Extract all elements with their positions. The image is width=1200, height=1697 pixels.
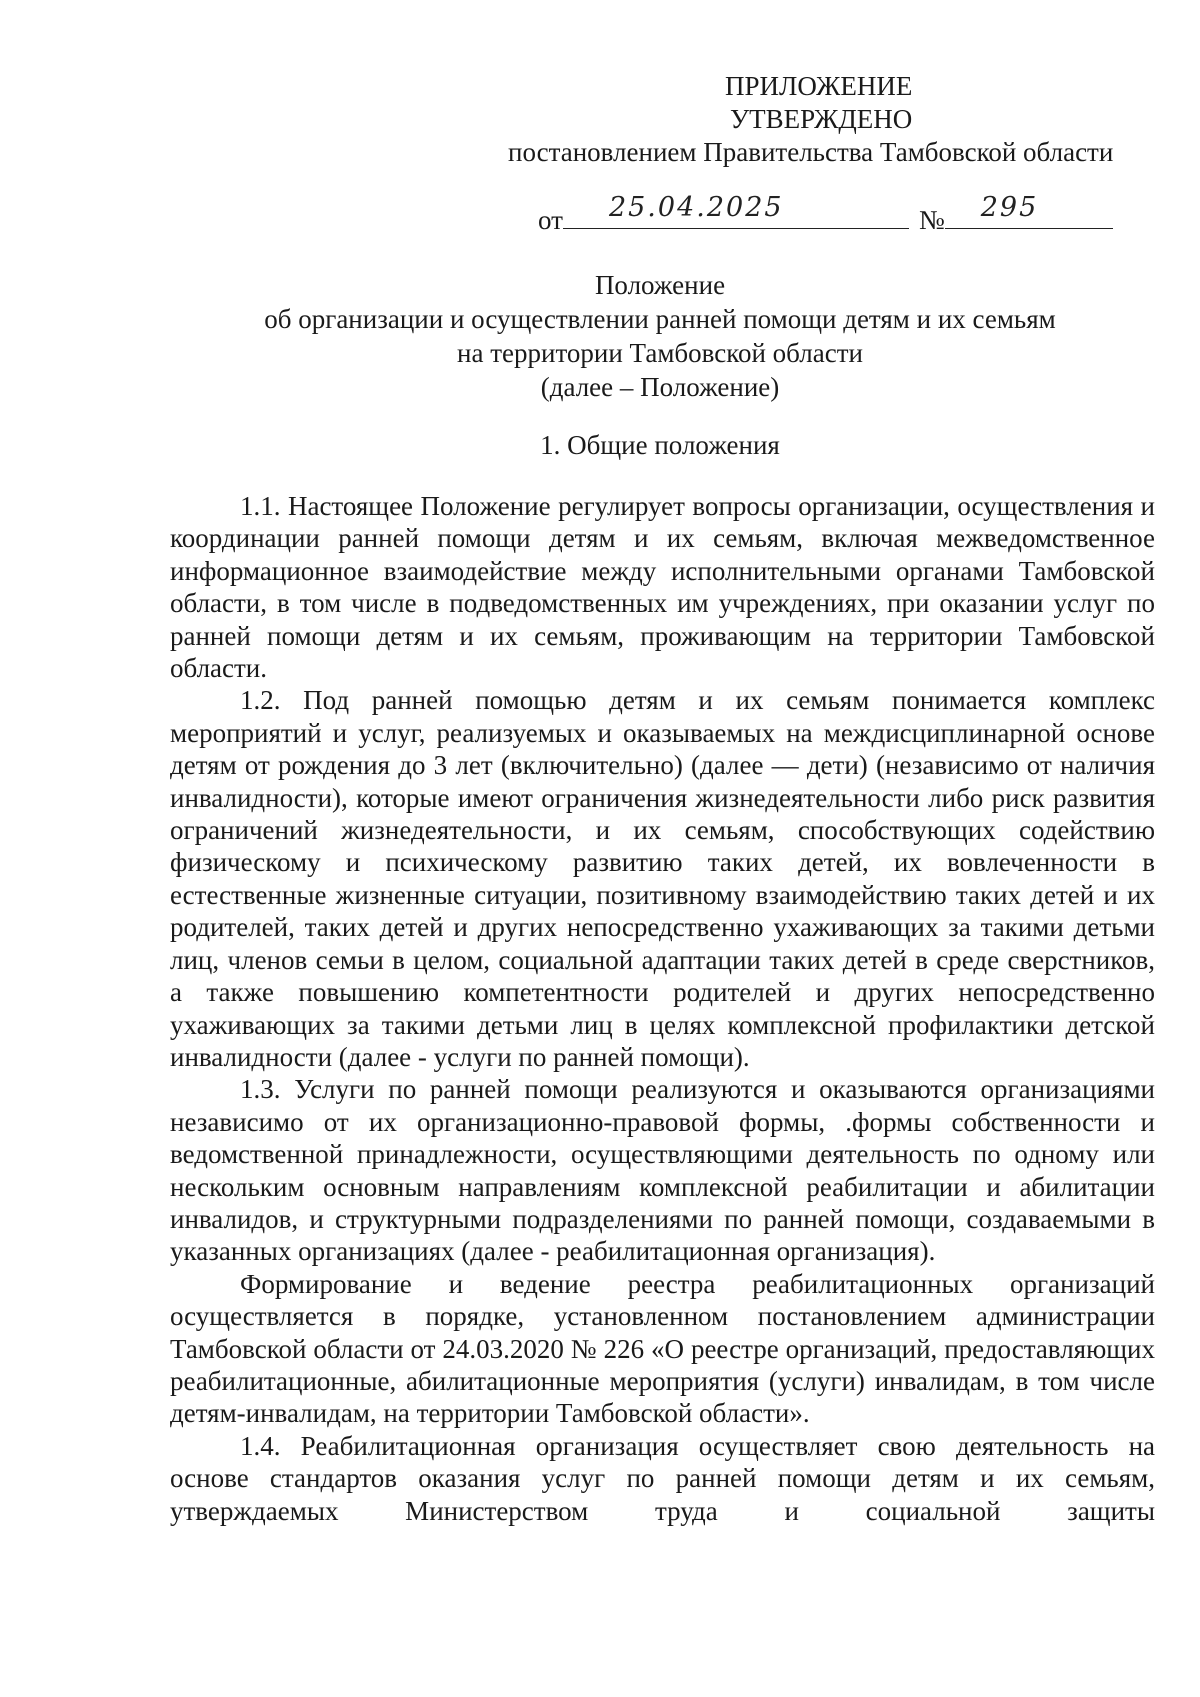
approval-header [500, 70, 1160, 169]
paragraph-1-4: 1.4. Реабилитационная организация осуществляет свою деятельность на основе стандартов оказания услуг по ранней помощи детям и их семьям, утверждаемых Министерством труда и социальной защиты [170, 1430, 1155, 1526]
title-line-1: Положение [594, 270, 726, 300]
section-body [170, 490, 1155, 1527]
title-line-3: на территории Тамбовской области [457, 338, 863, 368]
paragraph-1-1: 1.1. Настоящее Положение регулирует вопросы организации, осуществления и координации ранней помощи детям и их семьям, включая межведомственное информационное взаимодействие между исполнительными органами Тамбовской области, в том числе в подведомственных им учреждениях, при оказании услуг по ранней помощи детям и их семьям, проживающим на территории Тамбовской области. [170, 491, 1155, 684]
paragraph-1-3: 1.3. Услуги по ранней помощи реализуются и оказываются организациями независимо от их организационно-правовой формы, .формы собственности и ведомственной принадлежности, осуществляющими деятельность по одному или нескольким основным направлениям комплексной реабилитации и абилитации инвалидов, и структурными подразделениями по ранней помощи, создаваемыми в указанных организациях (далее - реабилитационная организация). [170, 1074, 1155, 1267]
paragraph-registry: Формирование и ведение реестра реабилитационных организаций осуществляется в порядке, установленном постановлением администрации Тамбовской области от 24.03.2020 № 226 «О реестре организаций, предоставляющих реабилитационные, абилитационные мероприятия (услуги) инвалидам, в том числе детям-инвалидам, на территории Тамбовской области». [170, 1268, 1155, 1429]
document-title [160, 268, 1160, 404]
number-label: № [918, 205, 945, 235]
handwritten-number: 295 [980, 192, 1039, 223]
number-field [945, 192, 1113, 229]
paragraph-1-2: 1.2. Под ранней помощью детям и их семьям понимается комплекс мероприятий и услуг, реализуемых и оказываемых на междисциплинарной основе детям от рождения до 3 лет (включительно) (далее — дети) (независимо от наличия инвалидности), которые имеют ограничения жизнедеятельности либо риск развития ограничений жизнедеятельности, и их семьям, способствующих содействию физическому и психическому развитию таких детей, их вовлеченности в естественные жизненные ситуации, позитивному взаимодействию таких детей и их родителей, таких детей и других непосредственно ухаживающих за такими детьми лиц, членов семьи в целом, социальной адаптации таких детей в среде сверстников, а также повышению компетентности родителей и других непосредственно ухаживающих за такими детьми лиц в целях комплексной профилактики детской инвалидности (далее - услуги по ранней помощи). [170, 685, 1155, 1072]
title-line-2: об организации и осуществлении ранней помощи детям и их семьям [264, 304, 1056, 334]
resolution-date-number-line [538, 192, 1113, 238]
from-label: от [538, 205, 563, 235]
title-line-4: (далее – Положение) [540, 372, 780, 402]
appendix-label: ПРИЛОЖЕНИЕ [725, 71, 913, 101]
handwritten-date: 25.04.2025 [608, 192, 784, 223]
approving-authority: постановлением Правительства Тамбовской области [508, 137, 1114, 167]
section-heading: 1. Общие положения [540, 430, 780, 460]
date-field [563, 192, 909, 229]
approved-label: УТВЕРЖДЕНО [730, 104, 913, 134]
